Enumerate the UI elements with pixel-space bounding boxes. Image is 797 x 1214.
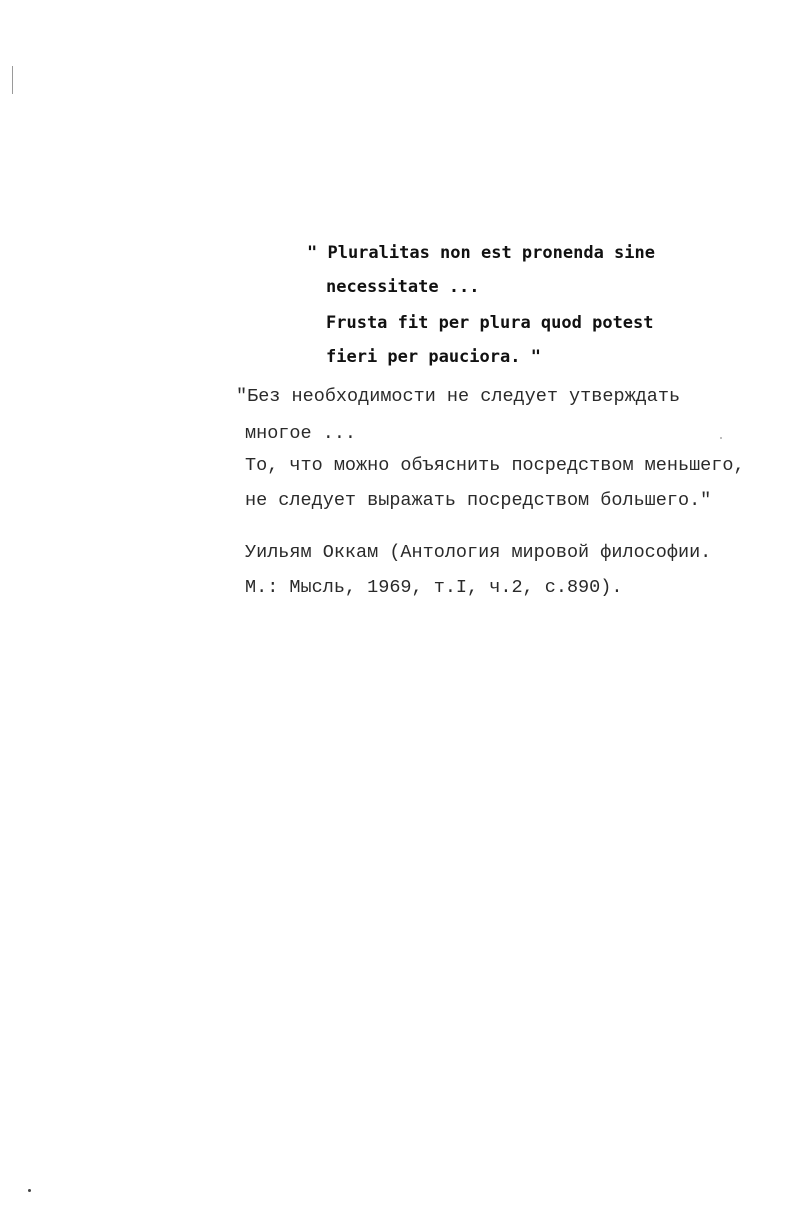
latin-line-4: fieri per pauciora. " <box>326 347 541 367</box>
russian-line-1: "Без необходимости не следует утверждать <box>236 386 681 407</box>
attribution-line-1: Уильям Оккам (Антология мировой философии. <box>245 542 712 563</box>
scan-edge-mark <box>12 66 13 94</box>
latin-line-3: Frusta fit per plura quod potest <box>326 313 654 333</box>
russian-line-4: не следует выражать посредством большего." <box>245 490 712 511</box>
latin-line-2: necessitate ... <box>326 277 480 297</box>
russian-line-3: То, что можно объяснить посредством меньшего, <box>245 455 745 476</box>
latin-line-1: " Pluralitas non est pronenda sine <box>307 243 655 263</box>
russian-line-2: многое ... <box>245 423 357 444</box>
scan-speck <box>28 1189 31 1192</box>
scan-speck <box>720 437 722 439</box>
attribution-line-2: М.: Мысль, 1969, т.I, ч.2, с.890). <box>245 577 623 598</box>
